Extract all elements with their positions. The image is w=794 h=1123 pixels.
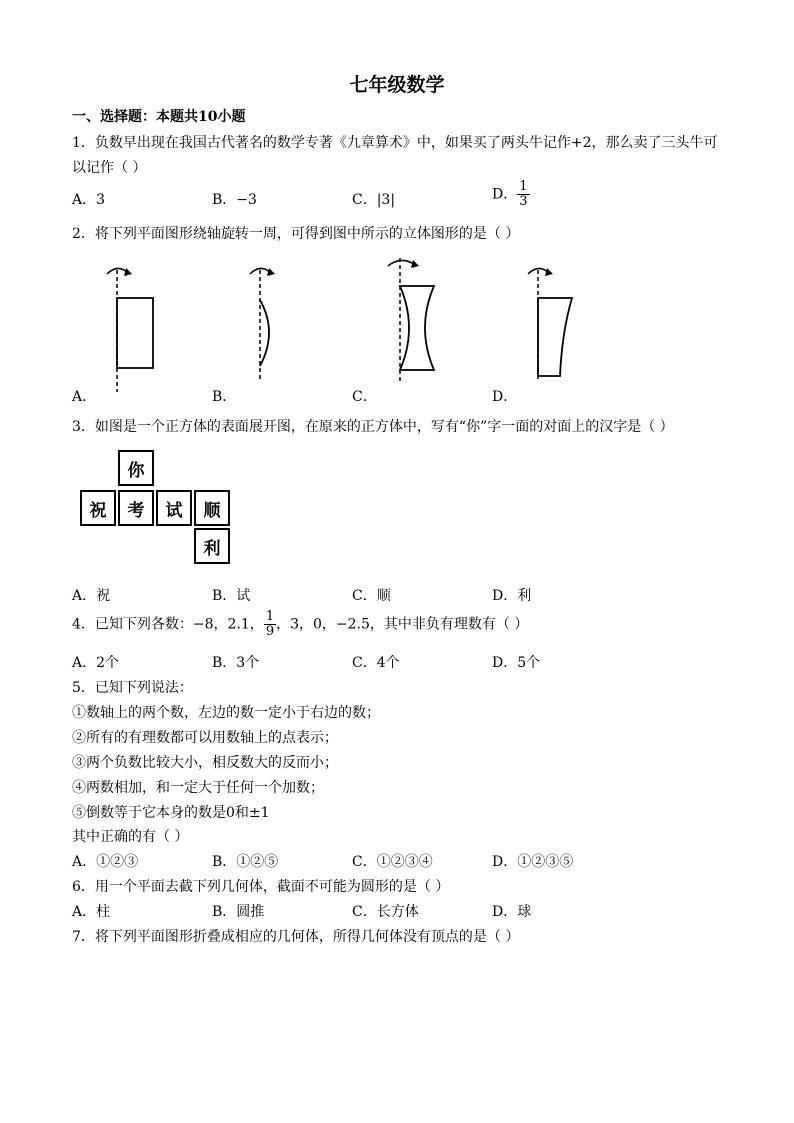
- question-3-option-a: A．祝: [72, 588, 111, 604]
- question-4-option-b: B．3个: [212, 655, 260, 671]
- figure-a: [95, 262, 175, 394]
- figure-b: [238, 262, 298, 382]
- fraction-denominator: 3: [519, 194, 528, 209]
- option-d-label: D．: [492, 186, 518, 203]
- question-7-text: 7．将下列平面图形折叠成相应的几何体，所得几何体没有顶点的是（ ）: [72, 929, 520, 945]
- question-5-item-3: ③两个负数比较大小，相反数大的反而小；: [72, 755, 338, 771]
- net-cell-li: 利: [194, 528, 230, 564]
- fraction: [264, 610, 276, 639]
- question-4-text: [72, 610, 528, 639]
- net-cell-ni: 你: [118, 450, 154, 486]
- figure-d: [516, 262, 586, 382]
- question-5-ask: 其中正确的有（ ）: [72, 829, 189, 845]
- question-6-text: 6．用一个平面去截下列几何体，截面不可能为圆形的是（ ）: [72, 879, 450, 895]
- question-5-item-5: ⑤倒数等于它本身的数是0和±1: [72, 805, 270, 821]
- fraction-denominator: 9: [265, 624, 275, 639]
- question-4-option-c: C．4个: [352, 655, 400, 671]
- question-6-option-a: A．柱: [72, 904, 111, 920]
- figure-d-label: D．: [492, 389, 518, 405]
- fraction-numerator: 1: [265, 609, 275, 624]
- figure-a-label: A．: [72, 389, 97, 405]
- net-cell-zhu: 祝: [80, 490, 116, 526]
- question-1-option-a: A．3: [72, 192, 106, 208]
- question-3-option-c: C．顺: [352, 588, 391, 604]
- question-3-option-b: B．试: [212, 588, 251, 604]
- question-4-prefix: 4．已知下列各数：−8，2.1，: [72, 616, 264, 633]
- question-4-suffix: ，3，0，−2.5，其中非负有理数有（ ）: [276, 616, 529, 633]
- page-title: 七年级数学: [349, 74, 445, 96]
- question-6-option-c: C．长方体: [352, 904, 419, 920]
- question-1-line-2: 以记作（ ）: [72, 160, 147, 176]
- question-4-option-d: D．5个: [492, 655, 541, 671]
- question-1-option-b: B．−3: [212, 192, 257, 208]
- figure-b-label: B．: [212, 389, 237, 405]
- question-6-option-d: D．球: [492, 904, 532, 920]
- absolute-value: |3|: [376, 192, 396, 208]
- figure-c-label: C．: [352, 389, 377, 405]
- fraction-numerator: 1: [519, 179, 528, 194]
- question-2-text: 2．将下列平面图形绕轴旋转一周，可得到图中所示的立体图形的是（ ）: [72, 226, 520, 242]
- question-3-text: 3．如图是一个正方体的表面展开图，在原来的正方体中，写有“你”字一面的对面上的汉字是（ ）: [72, 419, 674, 435]
- question-5-item-4: ④两数相加，和一定大于任何一个加数；: [72, 780, 324, 796]
- question-4-option-a: A．2个: [72, 655, 120, 671]
- question-5-option-b: B．①②⑤: [212, 854, 279, 870]
- option-c-label: C．: [352, 192, 377, 208]
- question-5-option-c: C．①②③④: [352, 854, 433, 870]
- question-5-item-2: ②所有的有理数都可以用数轴上的点表示；: [72, 730, 338, 746]
- net-cell-kao: 考: [118, 490, 154, 526]
- question-5-option-a: A．①②③: [72, 854, 139, 870]
- figure-c: [378, 256, 458, 386]
- question-1-option-d: [492, 180, 530, 209]
- question-5-option-d: D．①②③⑤: [492, 854, 574, 870]
- fraction: [517, 180, 529, 209]
- question-3-option-d: D．利: [492, 588, 532, 604]
- net-cell-shi: 试: [156, 490, 192, 526]
- section-heading: 一、选择题：本题共10小题: [72, 109, 246, 125]
- question-6-option-b: B．圆推: [212, 904, 265, 920]
- question-1-line-1: 1．负数早出现在我国古代著名的数学专著《九章算术》中，如果买了两头牛记作+2，那么卖了三头牛可: [72, 135, 718, 151]
- question-5-text: 5．已知下列说法：: [72, 680, 193, 696]
- question-5-item-1: ①数轴上的两个数，左边的数一定小于右边的数；: [72, 705, 380, 721]
- net-cell-shun: 顺: [194, 490, 230, 526]
- question-1-option-c: [352, 189, 395, 209]
